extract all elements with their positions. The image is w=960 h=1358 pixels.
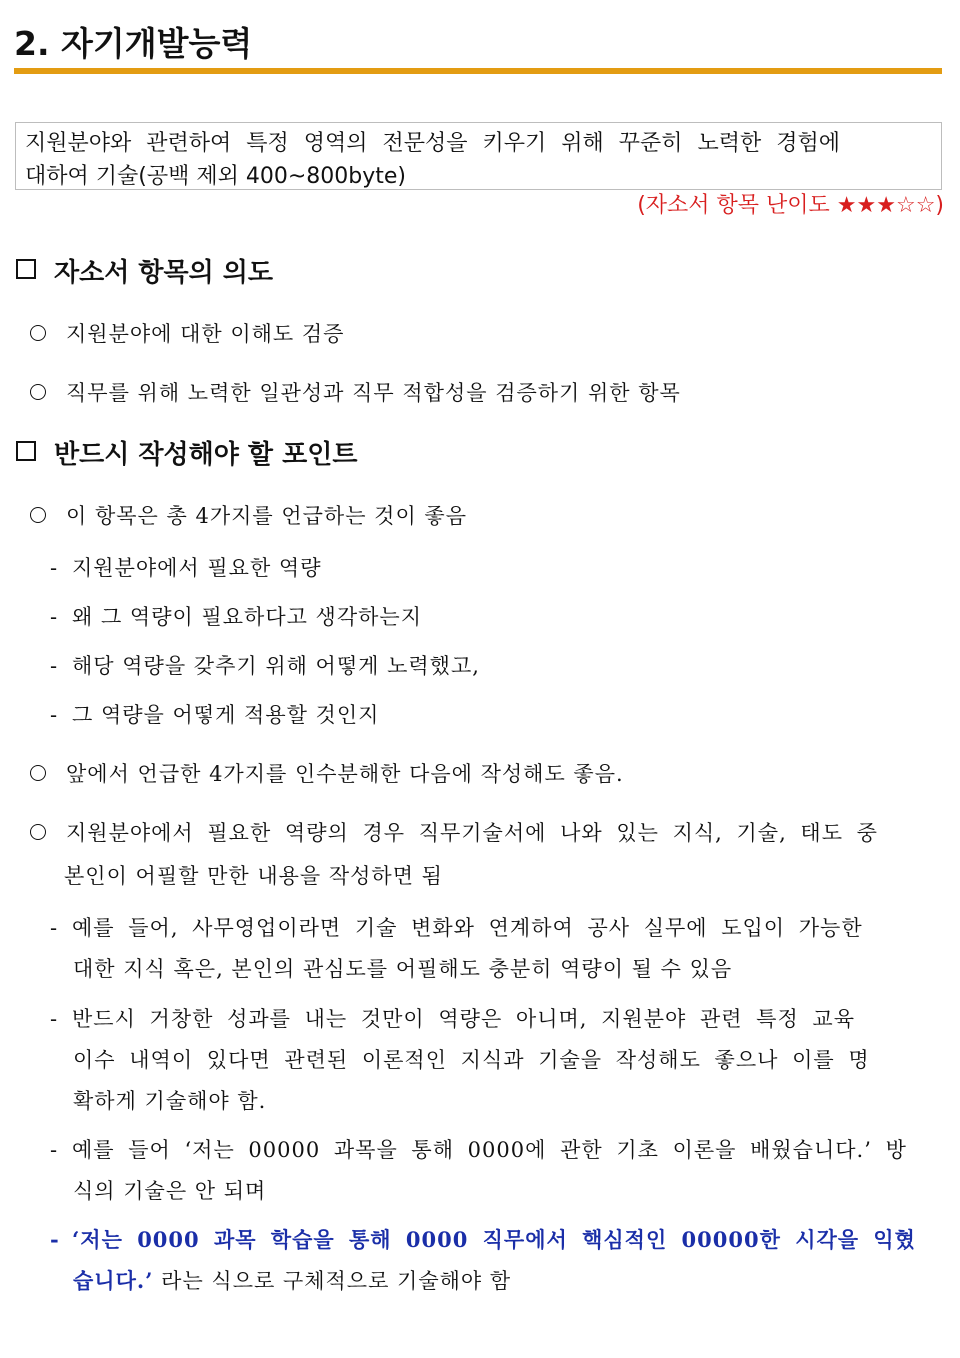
sub-item-text: 그 역량을 어떻게 적용할 것인지 xyxy=(72,703,380,727)
sub-item xyxy=(50,552,322,582)
sub-item-cont: 식의 기술은 안 되며 xyxy=(73,1179,267,1203)
circle-bullet-icon xyxy=(30,507,46,523)
sub-item-cont: 확하게 기술해야 함. xyxy=(73,1089,267,1113)
dash-bullet: - xyxy=(50,605,59,629)
sub-item-highlight xyxy=(50,1224,916,1254)
title-underline xyxy=(14,68,942,74)
sub-item-text: 왜 그 역량이 필요하다고 생각하는지 xyxy=(72,605,422,629)
sub-item-cont: 대한 지식 혹은, 본인의 관심도를 어필해도 충분히 역량이 될 수 있음 xyxy=(73,957,733,981)
sub-item xyxy=(50,699,379,729)
sub-item-text: 예를 들어 ‘저는 00000 과목을 통해 0000에 관한 기초 이론을 배웠습니다.’ 방 xyxy=(72,1138,907,1162)
page-title: 2. 자기개발능력 xyxy=(14,24,253,63)
section-heading-label: 반드시 작성해야 할 포인트 xyxy=(54,440,358,470)
section-heading-points xyxy=(16,434,357,471)
section-heading-label: 자소서 항목의 의도 xyxy=(54,258,274,288)
circle-bullet-icon xyxy=(30,384,46,400)
dash-bullet: - xyxy=(50,1138,59,1162)
sub-item xyxy=(50,912,863,942)
prompt-line-1: 지원분야와 관련하여 특정 영역의 전문성을 키우기 위해 꾸준히 노력한 경험에 xyxy=(25,131,841,156)
sub-item-text: 지원분야에서 필요한 역량 xyxy=(72,556,322,580)
dash-bullet: - xyxy=(50,1007,59,1031)
difficulty-rating: (자소서 항목 난이도 ★★★☆☆) xyxy=(637,193,944,218)
sub-item-text: 해당 역량을 갖추기 위해 어떻게 노력했고, xyxy=(72,654,480,678)
point-item-1 xyxy=(30,500,467,530)
point-text: 이 항목은 총 4가지를 언급하는 것이 좋음 xyxy=(66,504,467,528)
sub-item-text: 라는 식으로 구체적으로 기술해야 함 xyxy=(153,1269,512,1293)
point-item-2 xyxy=(30,758,624,788)
circle-bullet-icon xyxy=(30,765,46,781)
intent-item-2 xyxy=(30,377,681,407)
sub-item-text: 예를 들어, 사무영업이라면 기술 변화와 연계하여 공사 실무에 도입이 가능한 xyxy=(72,916,863,940)
sub-item xyxy=(50,601,422,631)
point-item-3-cont: 본인이 어필할 만한 내용을 작성하면 됨 xyxy=(64,864,443,888)
intent-item-1 xyxy=(30,318,344,348)
intent-item-text: 직무를 위해 노력한 일관성과 직무 적합성을 검증하기 위한 항목 xyxy=(66,381,681,405)
circle-bullet-icon xyxy=(30,824,46,840)
point-text: 지원분야에서 필요한 역량의 경우 직무기술서에 나와 있는 지식, 기술, 태도 중 xyxy=(66,821,878,845)
prompt-line-2: 대하여 기술(공백 제외 400~800byte) xyxy=(25,164,406,189)
sub-item xyxy=(50,1003,855,1033)
section-heading-intent xyxy=(16,252,273,289)
dash-bullet: - xyxy=(50,1227,60,1252)
sub-item xyxy=(50,650,480,680)
sub-item-cont: 이수 내역이 있다면 관련된 이론적인 지식과 기술을 작성해도 좋으나 이를 명 xyxy=(73,1048,870,1072)
question-prompt-box xyxy=(15,122,942,190)
highlight-text: 습니다.’ xyxy=(73,1268,154,1293)
sub-item-text: 반드시 거창한 성과를 내는 것만이 역량은 아니며, 지원분야 관련 특정 교육 xyxy=(72,1007,856,1031)
dash-bullet: - xyxy=(50,703,59,727)
intent-item-text: 지원분야에 대한 이해도 검증 xyxy=(66,322,345,346)
sub-item xyxy=(50,1134,907,1164)
point-item-3 xyxy=(30,817,878,847)
checkbox-square-icon xyxy=(16,259,36,279)
dash-bullet: - xyxy=(50,556,59,580)
sub-item-highlight-cont xyxy=(73,1265,511,1295)
dash-bullet: - xyxy=(50,654,59,678)
checkbox-square-icon xyxy=(16,441,36,461)
dash-bullet: - xyxy=(50,916,59,940)
circle-bullet-icon xyxy=(30,325,46,341)
point-text: 앞에서 언급한 4가지를 인수분해한 다음에 작성해도 좋음. xyxy=(66,762,624,786)
highlight-text: ‘저는 0000 과목 학습을 통해 0000 직무에서 핵심적인 00000한 시각을 익혔 xyxy=(72,1227,916,1252)
